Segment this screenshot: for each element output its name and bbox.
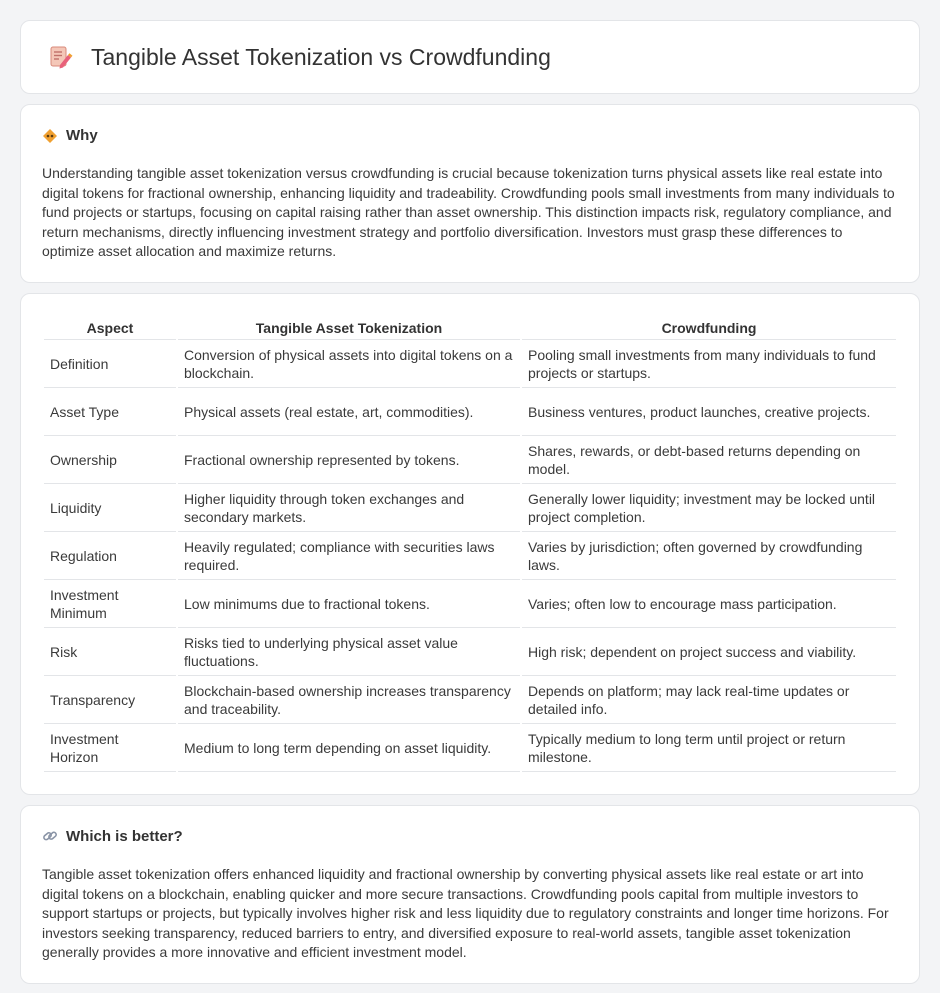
comparison-table	[42, 314, 898, 774]
header-crowdfunding: Crowdfunding	[522, 316, 896, 340]
aspect-cell: Liquidity	[44, 486, 176, 532]
header-aspect: Aspect	[44, 316, 176, 340]
header-tokenization: Tangible Asset Tokenization	[178, 316, 520, 340]
why-heading-row	[42, 127, 898, 144]
tokenization-cell: Higher liquidity through token exchanges and secondary markets.	[178, 486, 520, 532]
why-section	[20, 104, 920, 283]
title-card	[20, 20, 920, 94]
table-row	[44, 726, 896, 772]
crowdfunding-cell: Depends on platform; may lack real-time updates or detailed info.	[522, 678, 896, 724]
page-title: Tangible Asset Tokenization vs Crowdfunding	[91, 43, 551, 70]
better-heading: Which is better?	[66, 827, 183, 845]
aspect-cell: Investment Horizon	[44, 726, 176, 772]
comparison-table-card	[20, 293, 920, 795]
crowdfunding-cell: Varies by jurisdiction; often governed by crowdfunding laws.	[522, 534, 896, 580]
table-row	[44, 582, 896, 628]
aspect-cell: Transparency	[44, 678, 176, 724]
link-icon	[42, 828, 58, 844]
aspect-cell: Definition	[44, 342, 176, 388]
diamond-warning-icon	[42, 128, 58, 144]
table-row	[44, 534, 896, 580]
why-text: Understanding tangible asset tokenization versus crowdfunding is crucial because tokenization turns physical assets like real estate into digital tokens for fractional ownership, enhancing liquidity and tradeability. Crowdfunding pools small investments from many individuals to fund projects or startups, focusing on capital raising rather than asset ownership. This distinction impacts risk, regulatory compliance, and return mechanisms, directly influencing investment strategy and portfolio diversification. Investors must grasp these differences to optimize asset allocation and maximize returns.	[42, 165, 895, 260]
aspect-cell: Investment Minimum	[44, 582, 176, 628]
tokenization-cell: Heavily regulated; compliance with securities laws required.	[178, 534, 520, 580]
table-row	[44, 390, 896, 436]
aspect-cell: Ownership	[44, 438, 176, 484]
table-row	[44, 630, 896, 676]
crowdfunding-cell: Business ventures, product launches, creative projects.	[522, 390, 896, 436]
crowdfunding-cell: Shares, rewards, or debt-based returns depending on model.	[522, 438, 896, 484]
tokenization-cell: Physical assets (real estate, art, commodities).	[178, 390, 520, 436]
aspect-cell: Asset Type	[44, 390, 176, 436]
crowdfunding-cell: Typically medium to long term until project or return milestone.	[522, 726, 896, 772]
tokenization-cell: Blockchain-based ownership increases transparency and traceability.	[178, 678, 520, 724]
tokenization-cell: Fractional ownership represented by tokens.	[178, 438, 520, 484]
aspect-cell: Risk	[44, 630, 176, 676]
better-heading-row	[42, 828, 898, 845]
tokenization-cell: Low minimums due to fractional tokens.	[178, 582, 520, 628]
crowdfunding-cell: Pooling small investments from many individuals to fund projects or startups.	[522, 342, 896, 388]
why-heading: Why	[66, 127, 98, 144]
tokenization-cell: Risks tied to underlying physical asset value fluctuations.	[178, 630, 520, 676]
crowdfunding-cell: Generally lower liquidity; investment may be locked until project completion.	[522, 486, 896, 532]
aspect-cell: Regulation	[44, 534, 176, 580]
better-section	[20, 805, 920, 984]
tokenization-cell: Medium to long term depending on asset liquidity.	[178, 726, 520, 772]
table-header-row	[44, 316, 896, 340]
table-row	[44, 678, 896, 724]
tokenization-cell: Conversion of physical assets into digital tokens on a blockchain.	[178, 342, 520, 388]
crowdfunding-cell: Varies; often low to encourage mass participation.	[522, 582, 896, 628]
crowdfunding-cell: High risk; dependent on project success and viability.	[522, 630, 896, 676]
table-row	[44, 438, 896, 484]
table-row	[44, 486, 896, 532]
document-pencil-icon	[47, 44, 73, 70]
better-text: Tangible asset tokenization offers enhanced liquidity and fractional ownership by converting physical assets like real estate or art into digital tokens on a blockchain, enabling quicker and more secure transactions. Crowdfunding pools capital from multiple investors to support startups or projects, but typically involves higher risk and less liquidity due to regulatory constraints and longer time horizons. For investors seeking transparency, reduced barriers to entry, and diversified exposure to real-world assets, tangible asset tokenization generally provides a more innovative and efficient investment model.	[42, 865, 889, 961]
table-row	[44, 342, 896, 388]
